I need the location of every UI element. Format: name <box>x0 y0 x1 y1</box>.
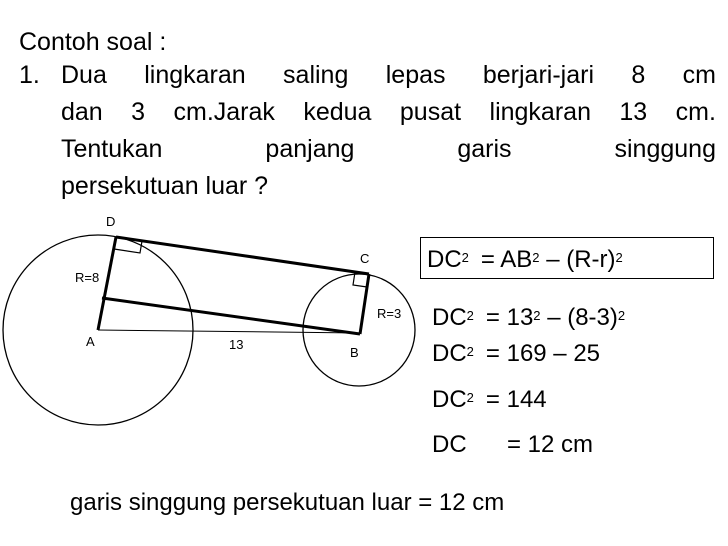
label-13: 13 <box>229 337 244 352</box>
word: lingkaran <box>489 98 591 126</box>
small-circle <box>303 274 415 386</box>
problem-line-4: persekutuan luar ? <box>61 172 269 200</box>
center-line-ab <box>98 330 359 333</box>
radius-line <box>98 237 116 330</box>
formula: $DC^2 = AB^2 - (R-r)^2$ <box>427 246 623 273</box>
word: Dua <box>61 61 107 89</box>
solution-step-3: $DC^2 = 144$ <box>432 386 547 413</box>
word: 8 <box>631 61 646 89</box>
label-c: C <box>360 251 370 266</box>
conclusion: garis singgung persekutuan luar = 12 cm <box>70 489 505 516</box>
word: singgung <box>614 135 716 163</box>
word: saling <box>283 61 349 89</box>
solution-step-4: DC = 12 cm <box>432 431 594 458</box>
right-angle-mark-d <box>114 241 142 253</box>
label-r3: R=3 <box>377 306 402 321</box>
word: Tentukan <box>61 135 163 163</box>
label-a: A <box>86 334 95 349</box>
label-b: B <box>350 345 359 360</box>
word: pusat <box>399 98 462 126</box>
word: lepas <box>385 61 446 89</box>
problem-number: 1. <box>19 61 40 89</box>
parallel-line <box>102 298 360 334</box>
word: lingkaran <box>144 61 246 89</box>
tangent-line-dc <box>116 237 369 274</box>
word: 13 <box>619 98 648 126</box>
label-d: D <box>106 214 116 229</box>
radius-small-line <box>360 274 369 334</box>
word: cm. <box>675 98 716 126</box>
word: panjang <box>265 135 355 163</box>
word: cm.Jarak <box>173 98 275 126</box>
word: dan <box>61 98 103 126</box>
solution-step-2: $DC^2 = 169 - 25$ <box>432 340 601 367</box>
heading: Contoh soal : <box>19 28 167 56</box>
word: 3 <box>131 98 146 126</box>
word: garis <box>457 135 512 163</box>
label-r8: R=8 <box>75 270 100 285</box>
solution-step-1: $DC^2 = 13^2 - (8-3)^2$ <box>432 304 626 331</box>
word: berjari-jari <box>482 61 594 89</box>
word: kedua <box>303 98 372 126</box>
word: cm <box>682 61 716 89</box>
